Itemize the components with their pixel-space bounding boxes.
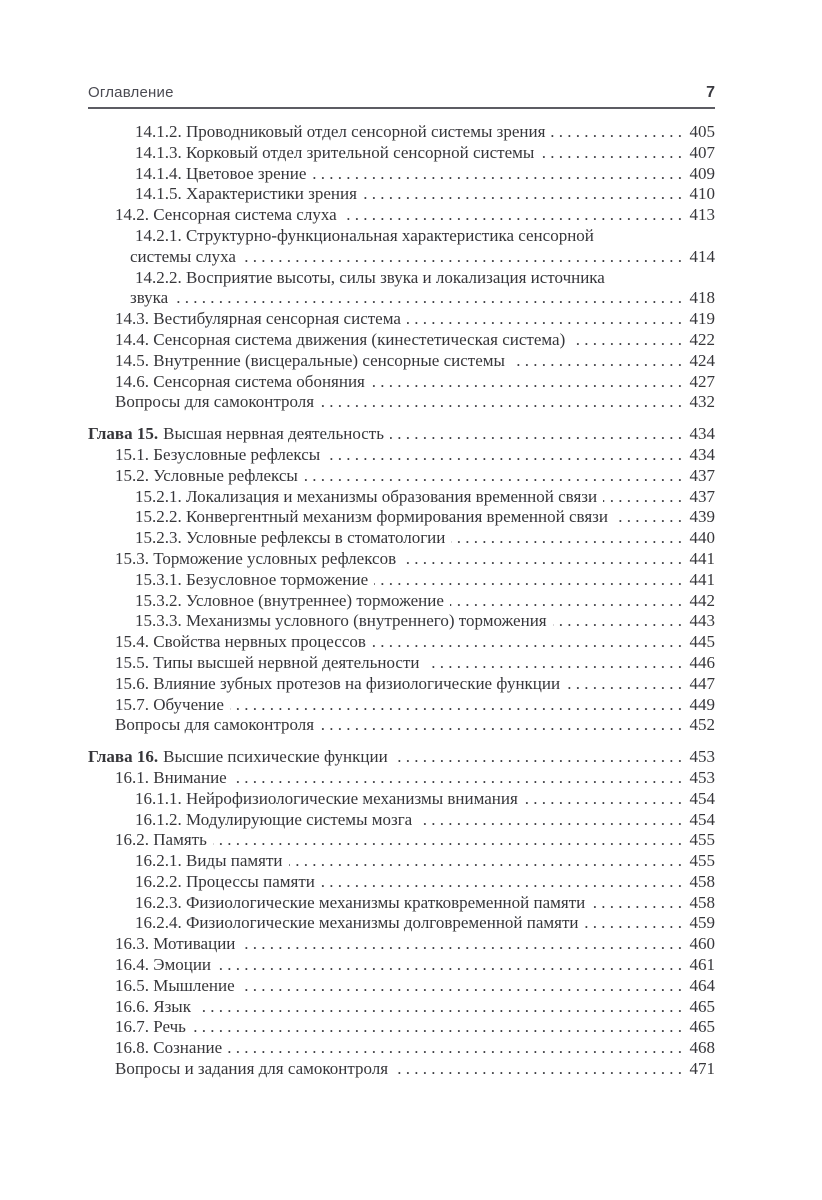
- toc-entry-page: 418: [689, 288, 715, 308]
- toc-entry-title: 14.2. Сенсорная система слуха: [115, 205, 337, 225]
- toc-entry: [88, 715, 715, 736]
- toc-entry: [88, 1038, 715, 1059]
- dot-leader: [233, 768, 682, 789]
- toc-entry-title: 16.1.2. Модулирующие системы мозга: [135, 809, 413, 829]
- toc-entry: [88, 288, 715, 309]
- toc-entry-page: 453: [689, 747, 715, 767]
- toc-entry: [88, 528, 715, 549]
- dot-leader: [326, 445, 682, 466]
- toc-entry-page: 465: [689, 996, 715, 1016]
- toc-entry-page: 439: [689, 507, 715, 527]
- toc-entry-page: 449: [689, 694, 715, 714]
- toc-entry-title: Вопросы для самоконтроля: [115, 392, 315, 412]
- toc-entry: [88, 747, 715, 768]
- toc-entry-title: 16.1. Внимание: [115, 767, 227, 787]
- toc-entry-page: 440: [689, 528, 715, 548]
- running-header: [88, 84, 715, 109]
- dot-leader: [418, 810, 682, 831]
- dot-leader: [571, 330, 682, 351]
- toc-entry: [88, 392, 715, 413]
- dot-leader: [553, 611, 682, 632]
- dot-leader: [289, 851, 682, 872]
- toc-entry: [88, 632, 715, 653]
- dot-leader: [407, 309, 682, 330]
- toc-entry: [88, 976, 715, 997]
- dot-leader: [320, 715, 682, 736]
- toc-entry-title: 15.3.2. Условное (внутреннее) торможение: [135, 590, 444, 610]
- toc-entry-title: 14.1.5. Характеристики зрения: [135, 184, 357, 204]
- toc-entry-page: 434: [689, 444, 715, 464]
- dot-leader: [614, 507, 682, 528]
- toc-entry-page: 442: [689, 590, 715, 610]
- toc-entry: [88, 893, 715, 914]
- toc-entry-title: 16.4. Эмоции: [115, 955, 212, 975]
- toc-entry-page: 455: [689, 851, 715, 871]
- toc-entry-page: 459: [689, 913, 715, 933]
- toc-entry-title: Вопросы и задания для самоконтроля: [115, 1059, 389, 1079]
- toc-entry: [88, 330, 715, 351]
- toc-entry-title: 16.2. Память: [115, 830, 207, 850]
- toc-entry-title: 15.2.1. Локализация и механизмы образования временной связи: [135, 486, 598, 506]
- toc-entry: [88, 955, 715, 976]
- toc-entry-page: 465: [689, 1017, 715, 1037]
- toc-entry-page: 414: [689, 246, 715, 266]
- toc-entry-page: 437: [689, 465, 715, 485]
- toc-entry: [88, 507, 715, 528]
- toc-entry: [88, 351, 715, 372]
- toc-entry-page: 468: [689, 1038, 715, 1058]
- toc-entry-title: 14.1.4. Цветовое зрение: [135, 163, 307, 183]
- toc-entry-title: 14.3. Вестибулярная сенсорная система: [115, 309, 401, 329]
- toc-entry-page: 424: [689, 350, 715, 370]
- dot-leader: [511, 351, 682, 372]
- dot-leader: [371, 372, 682, 393]
- dot-leader: [228, 1038, 682, 1059]
- toc-entry: [88, 184, 715, 205]
- dot-leader: [241, 976, 682, 997]
- toc-entry: [88, 268, 715, 289]
- toc-entry: [88, 997, 715, 1018]
- toc-entry-title: 16.2.4. Физиологические механизмы долговременной памяти: [135, 913, 579, 933]
- dot-leader: [241, 934, 682, 955]
- toc-entry-page: 464: [689, 975, 715, 995]
- toc-entry-page: 427: [689, 371, 715, 391]
- toc-entry-title: 15.2. Условные рефлексы: [115, 465, 298, 485]
- dot-leader: [450, 591, 682, 612]
- dot-leader: [585, 913, 682, 934]
- dot-leader: [230, 695, 682, 716]
- toc-entry: [88, 445, 715, 466]
- toc-entry-title: 16.5. Мышление: [115, 975, 235, 995]
- toc-entry-title: Вопросы для самоконтроля: [115, 715, 315, 735]
- dot-leader: [374, 570, 682, 591]
- toc-entry-page: 446: [689, 652, 715, 672]
- toc-entry-title: 15.3. Торможение условных рефлексов: [115, 548, 397, 568]
- dot-leader: [394, 747, 682, 768]
- toc-entry: [88, 810, 715, 831]
- toc-entry-page: 445: [689, 632, 715, 652]
- toc-entry-title: 15.3.1. Безусловное торможение: [135, 569, 369, 589]
- toc-entry-page: 407: [689, 142, 715, 162]
- toc-entry: [88, 424, 715, 445]
- toc-entry: [88, 611, 715, 632]
- toc-entry-title: 16.6. Язык: [115, 996, 191, 1016]
- toc-entry-page: 454: [689, 788, 715, 808]
- toc-entry: [88, 830, 715, 851]
- toc-entry-title: 16.7. Речь: [115, 1017, 186, 1037]
- toc-entry-page: 460: [689, 934, 715, 954]
- toc-entry-title: 14.1.2. Проводниковый отдел сенсорной системы зрения: [135, 122, 546, 141]
- toc-entry: [88, 674, 715, 695]
- toc-entry-page: 434: [689, 424, 715, 444]
- toc-entry-title: 15.6. Влияние зубных протезов на физиологические функции: [115, 673, 561, 693]
- toc-entry-page: 447: [689, 673, 715, 693]
- dot-leader: [320, 392, 682, 413]
- toc-entry: [88, 372, 715, 393]
- toc-entry: [88, 653, 715, 674]
- toc-entry: [88, 934, 715, 955]
- dot-leader: [174, 288, 682, 309]
- toc-entry: [88, 851, 715, 872]
- toc-entry: [88, 1059, 715, 1080]
- dot-leader: [217, 955, 682, 976]
- toc-entry-title: 15.2.3. Условные рефлексы в стоматологии: [135, 528, 446, 548]
- dot-leader: [363, 184, 682, 205]
- dot-leader: [372, 632, 682, 653]
- dot-leader: [540, 143, 682, 164]
- toc-entry-page: 471: [689, 1059, 715, 1079]
- toc-entry-chapter-label: Глава 16.: [88, 747, 159, 767]
- toc-entry: [88, 789, 715, 810]
- toc-entry-page: 454: [689, 809, 715, 829]
- toc-entry-title: 16.3. Мотивации: [115, 934, 236, 954]
- toc-entry-title: 14.2.2. Восприятие высоты, силы звука и локализация источника: [135, 267, 605, 287]
- toc-entry: [88, 122, 715, 143]
- dot-leader: [242, 247, 682, 268]
- toc-entry: [88, 487, 715, 508]
- toc-entry-page: 452: [689, 715, 715, 735]
- running-header-title: Оглавление: [88, 84, 174, 101]
- toc-entry-title: 16.2.3. Физиологические механизмы кратковременной памяти: [135, 892, 586, 912]
- dot-leader: [566, 674, 682, 695]
- toc-entry: [88, 205, 715, 226]
- toc-entry-page: 405: [689, 122, 715, 141]
- toc-entry: [88, 1017, 715, 1038]
- dot-leader: [197, 997, 682, 1018]
- toc-entry: [88, 466, 715, 487]
- dot-leader: [312, 164, 682, 185]
- toc-entry-title: 15.3.3. Механизмы условного (внутреннего) торможения: [135, 611, 547, 631]
- dot-leader: [390, 424, 682, 445]
- dot-leader: [343, 205, 682, 226]
- toc-entry-title: Высшие психические функции: [163, 747, 388, 767]
- toc-entry-chapter-label: Глава 15.: [88, 424, 159, 444]
- toc-entry: [88, 309, 715, 330]
- toc-entry-page: 458: [689, 871, 715, 891]
- toc-entry-title: 15.1. Безусловные рефлексы: [115, 444, 321, 464]
- toc-entry-page: 410: [689, 184, 715, 204]
- dot-leader: [603, 487, 682, 508]
- toc-entry: [88, 591, 715, 612]
- dot-leader: [451, 528, 682, 549]
- dot-leader: [213, 830, 682, 851]
- toc-entry: [88, 695, 715, 716]
- toc-entry-title: 15.2.2. Конвергентный механизм формирования временной связи: [135, 507, 608, 527]
- toc-entry: [88, 247, 715, 268]
- toc-entry-title: 14.6. Сенсорная система обоняния: [115, 371, 365, 391]
- toc-entry-title: 14.5. Внутренние (висцеральные) сенсорные системы: [115, 350, 505, 370]
- toc-entry-title: системы слуха: [130, 246, 236, 266]
- dot-leader: [591, 893, 682, 914]
- dot-leader: [402, 549, 682, 570]
- toc-entry-page: 441: [689, 548, 715, 568]
- toc-entry-page: 455: [689, 830, 715, 850]
- toc-entry-title: 15.5. Типы высшей нервной деятельности: [115, 652, 420, 672]
- toc-entry-title: 14.2.1. Структурно-функциональная характеристика сенсорной: [135, 225, 594, 245]
- dot-leader: [426, 653, 683, 674]
- toc-entry: [88, 913, 715, 934]
- toc-entry-title: 16.2.1. Виды памяти: [135, 851, 283, 871]
- dot-leader: [321, 872, 682, 893]
- toc-entry-page: 443: [689, 611, 715, 631]
- toc-entry-page: 458: [689, 892, 715, 912]
- dot-leader: [394, 1059, 682, 1080]
- toc-entry-title: 16.8. Сознание: [115, 1038, 223, 1058]
- toc-entry-page: 409: [689, 163, 715, 183]
- toc-entry-page: 413: [689, 205, 715, 225]
- toc-entry: [88, 164, 715, 185]
- toc-entry: [88, 570, 715, 591]
- toc-entry-page: 422: [689, 329, 715, 349]
- toc-entry: [88, 768, 715, 789]
- dot-leader: [551, 122, 682, 143]
- toc-entry: [88, 143, 715, 164]
- header-page-number: 7: [706, 84, 715, 101]
- toc-entry-page: 461: [689, 955, 715, 975]
- toc-entry-page: 441: [689, 569, 715, 589]
- toc-entry-page: 437: [689, 486, 715, 506]
- toc-entry-title: 16.2.2. Процессы памяти: [135, 871, 315, 891]
- toc-entry: [88, 872, 715, 893]
- toc-entry-page: 419: [689, 309, 715, 329]
- toc-entry-title: 14.4. Сенсорная система движения (кинестетическая система): [115, 329, 566, 349]
- toc-entry-title: Высшая нервная деятельность: [163, 424, 384, 444]
- toc-entry-page: 432: [689, 392, 715, 412]
- toc-list: [88, 122, 715, 1080]
- toc-entry-page: 453: [689, 767, 715, 787]
- dot-leader: [192, 1017, 682, 1038]
- toc-entry-title: 15.7. Обучение: [115, 694, 224, 714]
- toc-entry-title: 15.4. Свойства нервных процессов: [115, 632, 366, 652]
- toc-entry-title: звука: [130, 288, 169, 308]
- dot-leader: [524, 789, 682, 810]
- toc-entry-title: 16.1.1. Нейрофизиологические механизмы внимания: [135, 788, 518, 808]
- toc-entry: [88, 549, 715, 570]
- toc-entry: [88, 226, 715, 247]
- dot-leader: [304, 466, 682, 487]
- toc-entry-title: 14.1.3. Корковый отдел зрительной сенсорной системы: [135, 142, 535, 162]
